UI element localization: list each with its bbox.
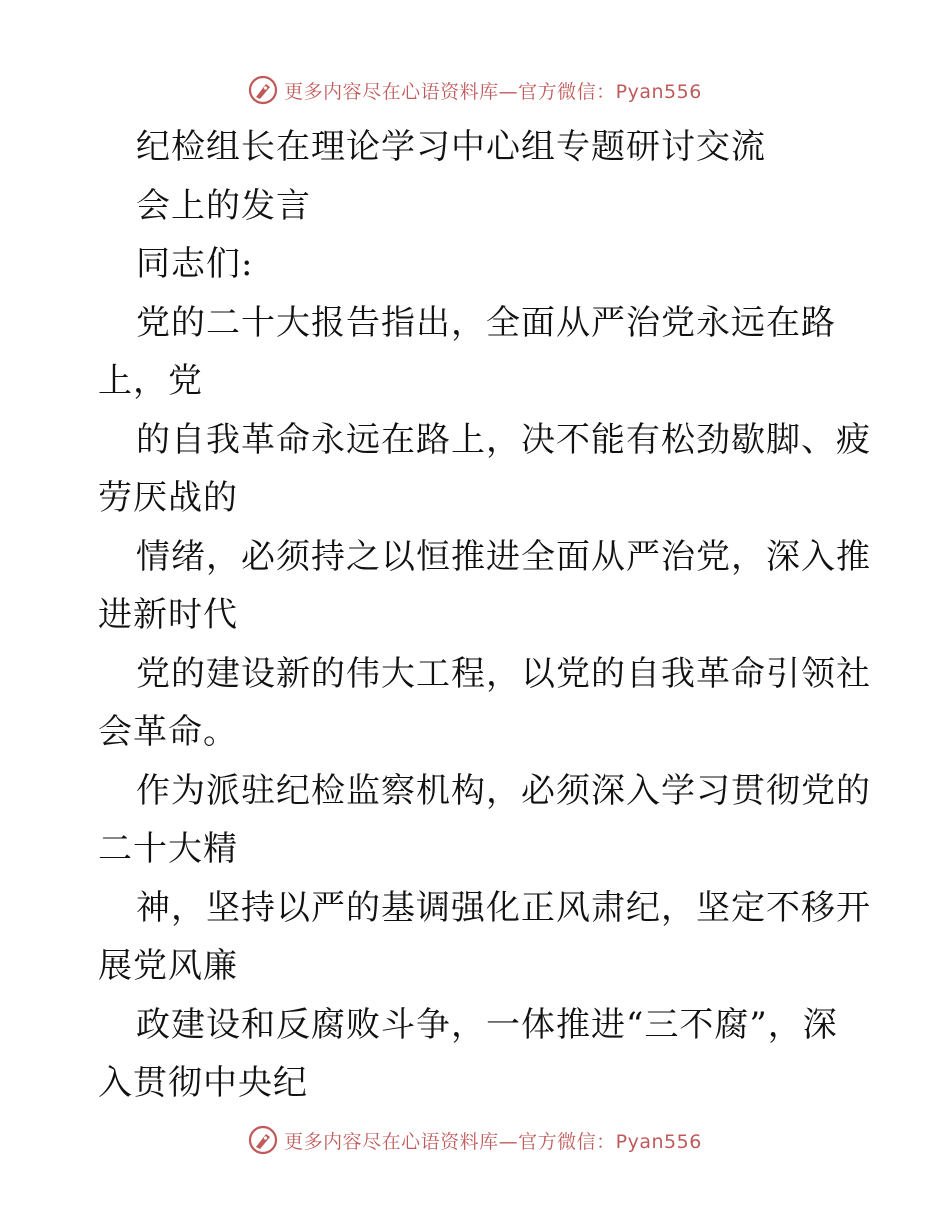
- text-line: 作为派驻纪检监察机构，必须深入学习贯彻党的: [136, 770, 871, 811]
- text-line: 劳厌战的: [98, 478, 238, 518]
- text-line: 党的二十大报告指出，全面从严治党永远在路: [136, 302, 836, 343]
- text-line: 纪检组长在理论学习中心组专题研讨交流: [136, 127, 766, 167]
- text-line: 政建设和反腐败斗争，一体推进“三不腐”，深: [136, 1004, 838, 1045]
- text-line: 同志们:: [136, 244, 254, 284]
- text-line: 的自我革命永远在路上，决不能有松劲歇脚、疲: [136, 419, 871, 460]
- text-line: 上，党: [98, 361, 203, 401]
- pen-nib-circle-icon: [248, 75, 278, 105]
- text-line: 情绪，必须持之以恒推进全面从严治党，深入推: [136, 536, 871, 577]
- watermark-text: 更多内容尽在心语资料库—官方微信：Pyan556: [284, 80, 702, 103]
- document-body: [98, 118, 871, 1113]
- text-line: 入贯彻中央纪: [98, 1063, 308, 1103]
- footer-watermark: [0, 1122, 950, 1158]
- text-line: 二十大精: [98, 829, 238, 869]
- text-line: 党的建设新的伟大工程，以党的自我革命引领社: [136, 653, 871, 694]
- text-line: 进新时代: [98, 595, 238, 635]
- text-line: 展党风廉: [98, 946, 238, 986]
- pen-nib-circle-icon: [248, 1125, 278, 1155]
- text-line: 会上的发言: [136, 185, 311, 226]
- text-line: 会革命。: [98, 712, 238, 752]
- text-line: 神，坚持以严的基调强化正风肃纪，坚定不移开: [136, 887, 871, 928]
- header-watermark: [0, 72, 950, 108]
- watermark-text: 更多内容尽在心语资料库—官方微信：Pyan556: [284, 1130, 702, 1153]
